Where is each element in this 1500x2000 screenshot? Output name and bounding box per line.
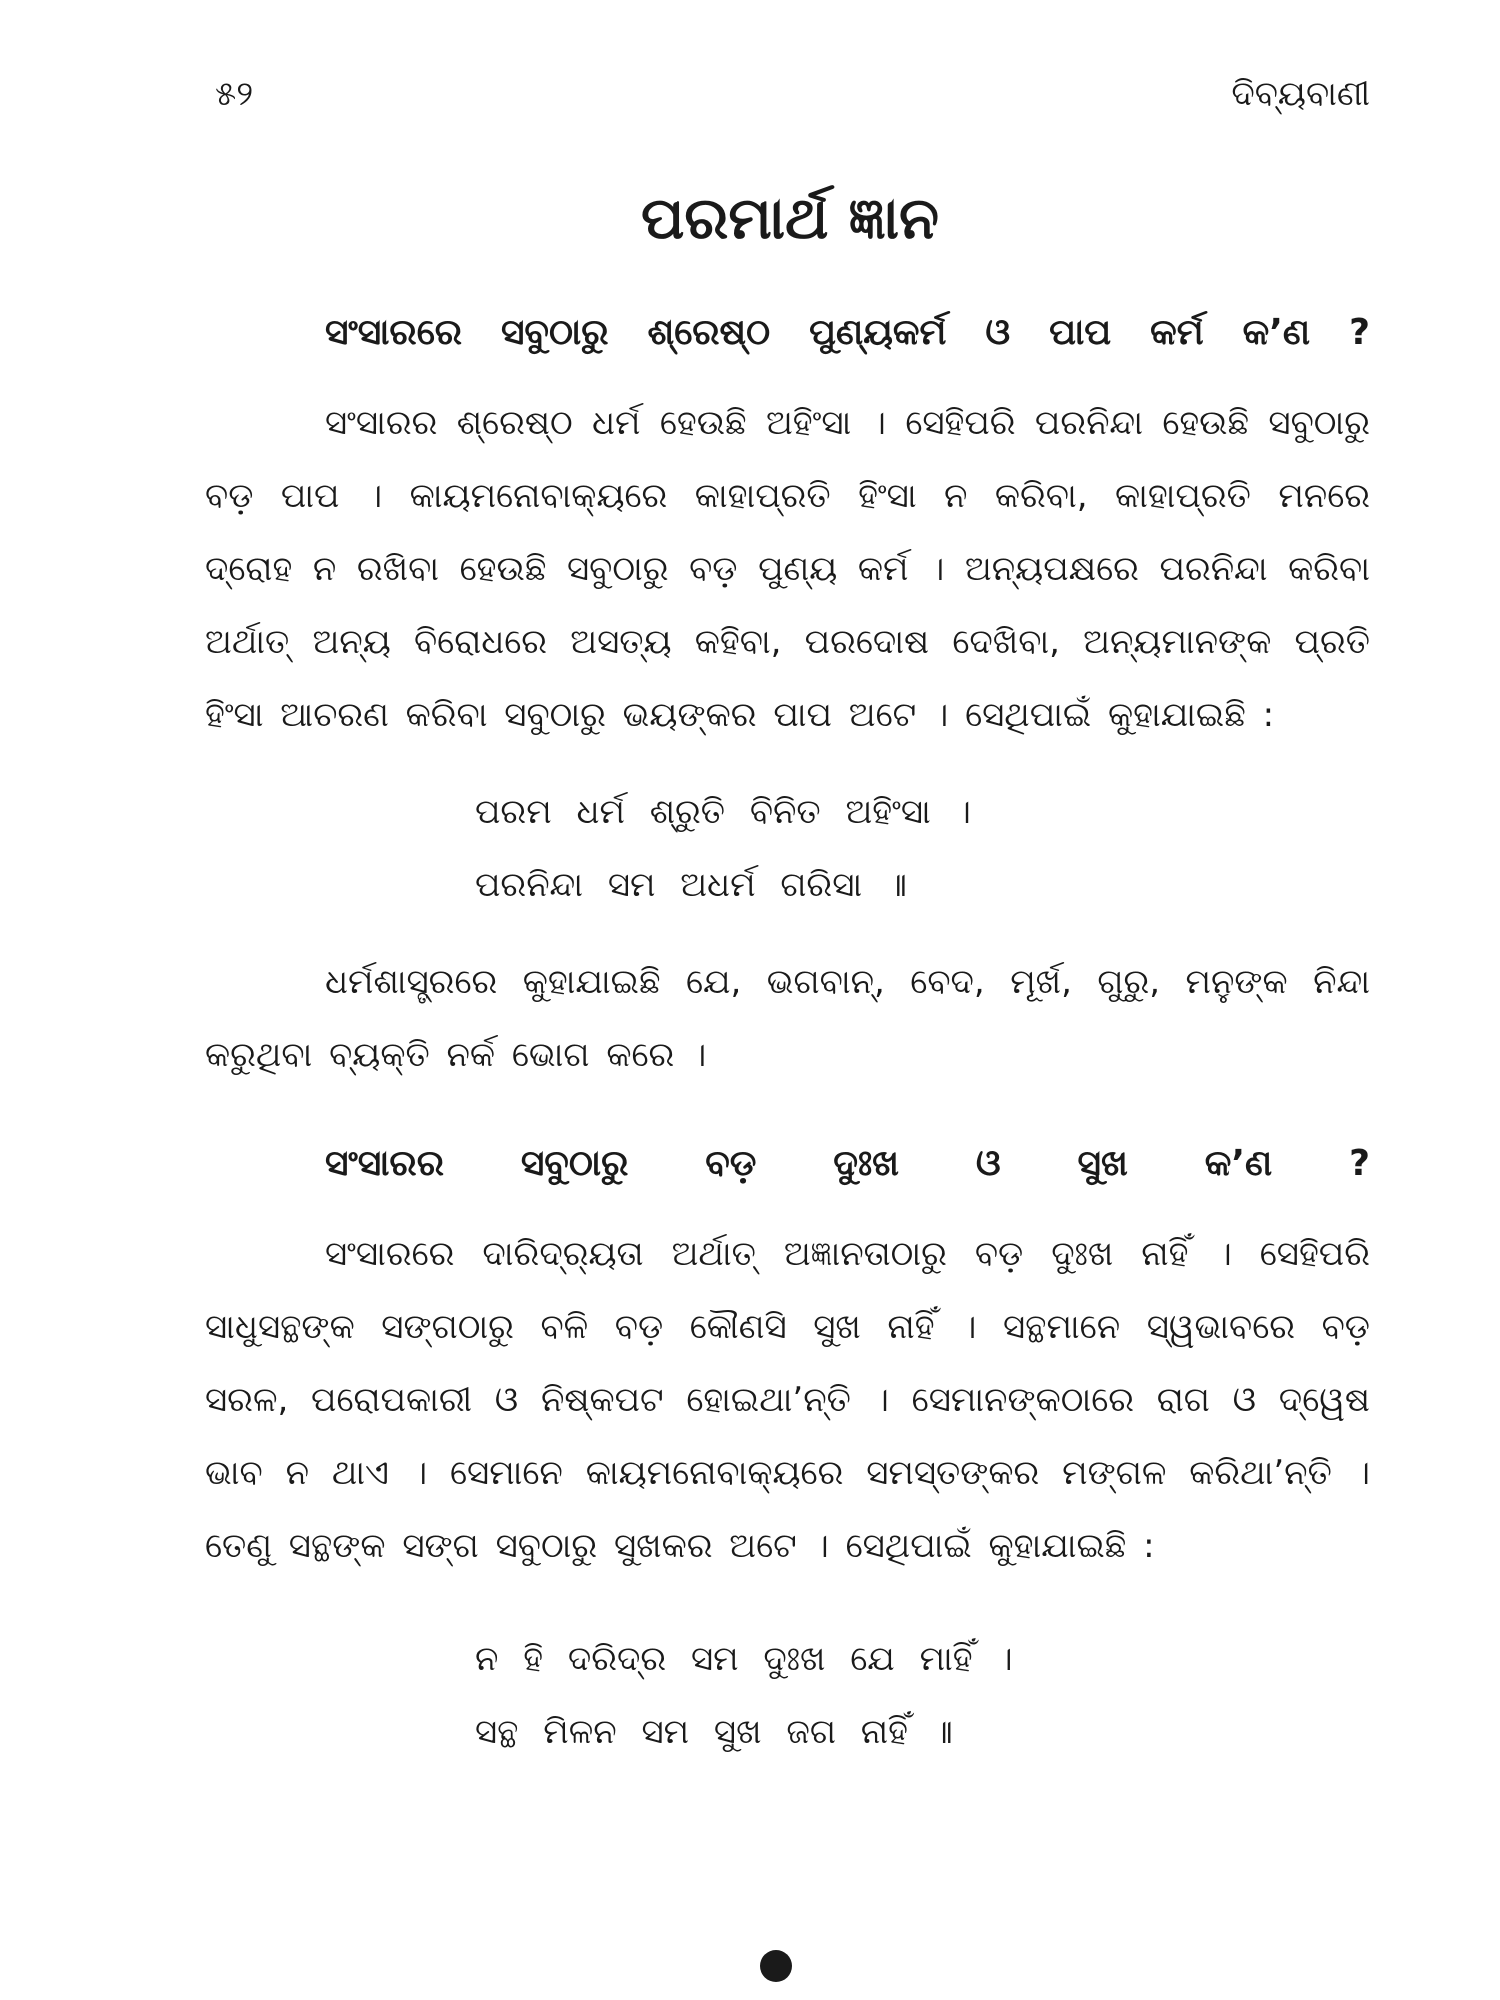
verse-line: ପରମ ଧର୍ମ ଶ୍ରୁତି ବିନିତ ଅହିଂସା । — [475, 792, 971, 832]
page-ornament-dot — [760, 1950, 792, 1982]
section-paragraph: ସଂସାରର ଶ୍ରେଷ୍ଠ ଧର୍ମ ହେଉଛି ଅହିଂସା । ସେହିପରି ପରନିନ୍ଦା ହେଉଛି ସବୁଠାରୁ ବଡ଼ ପାପ । କାୟମନୋବାକ୍ୟରେ କାହାପ୍ରତି ହିଂସା ନ କରିବା, କାହାପ୍ରତି ମନରେ ଦ୍ରୋହ ନ ରଖିବା ହେଉଛି ସବୁଠାରୁ ବଡ଼ ପୁଣ୍ୟ କର୍ମ । ଅନ୍ୟପକ୍ଷରେ ପରନିନ୍ଦା କରିବା ଅର୍ଥାତ୍ ଅନ୍ୟ ବିରୋଧରେ ଅସତ୍ୟ କହିବା, ପରଦୋଷ ଦେଖିବା, ଅନ୍ୟମାନଙ୍କ ପ୍ରତି ହିଂସା ଆଚରଣ କରିବା ସବୁଠାରୁ ଭୟଙ୍କର ପାପ ଅଟେ । ସେଥିପାଇଁ କୁହାଯାଇଛି : — [205, 403, 1370, 735]
page-number: ୫୨ — [215, 74, 254, 114]
running-head: ଦିବ୍ୟବାଣୀ — [1231, 74, 1370, 114]
section-paragraph: ସଂସାରରେ ଦାରିଦ୍ର୍ୟତା ଅର୍ଥାତ୍ ଅଜ୍ଞାନତାଠାରୁ ବଡ଼ ଦୁଃଖ ନାହିଁ । ସେହିପରି ସାଧୁସନ୍ଥଙ୍କ ସଙ୍ଗଠାରୁ ବଳି ବଡ଼ କୌଣସି ସୁଖ ନାହିଁ । ସନ୍ଥମାନେ ସ୍ୱଭାବରେ ବଡ଼ ସରଳ, ପରୋପକାରୀ ଓ ନିଷ୍କପଟ ହୋଇଥା’ନ୍ତି । ସେମାନଙ୍କଠାରେ ରାଗ ଓ ଦ୍ୱେଷ ଭାବ ନ ଥାଏ । ସେମାନେ କାୟମନୋବାକ୍ୟରେ ସମସ୍ତଙ୍କର ମଙ୍ଗଳ କରିଥା’ନ୍ତି । ତେଣୁ ସନ୍ଥଙ୍କ ସଙ୍ଗ ସବୁଠାରୁ ସୁଖକର ଅଟେ । ସେଥିପାଇଁ କୁହାଯାଇଛି : — [205, 1234, 1370, 1566]
section-question: ସଂସାରର ସବୁଠାରୁ ବଡ଼ ଦୁଃଖ ଓ ସୁଖ କ’ଣ ? — [325, 1143, 1370, 1184]
verse-line: ପରନିନ୍ଦା ସମ ଅଧର୍ମ ଗରିସା ॥ — [475, 865, 908, 905]
section-2 — [205, 1136, 1370, 1769]
verse-line: ନ ହି ଦରିଦ୍ର ସମ ଦୁଃଖ ଯେ ମାହିଁ । — [475, 1639, 1013, 1679]
section-question: ସଂସାରରେ ସବୁଠାରୁ ଶ୍ରେଷ୍ଠ ପୁଣ୍ୟକର୍ମ ଓ ପାପ କର୍ମ କ’ଣ ? — [325, 312, 1370, 353]
section-1 — [205, 305, 1370, 1092]
chapter-title: ପରମାର୍ଥ ଜ୍ଞାନ — [641, 184, 939, 252]
verse-line: ସନ୍ଥ ମିଳନ ସମ ସୁଖ ଜଗ ନାହିଁ ॥ — [475, 1712, 953, 1752]
section-paragraph: ଧର୍ମଶାସ୍ତ୍ରରେ କୁହାଯାଇଛି ଯେ, ଭଗବାନ୍, ବେଦ, ମୂର୍ଖ, ଗୁରୁ, ମନୁଙ୍କ ନିନ୍ଦା କରୁଥିବା ବ୍ୟକ୍ତି ନର୍କ ଭୋଗ କରେ । — [205, 962, 1370, 1075]
page-content — [205, 305, 1370, 1769]
